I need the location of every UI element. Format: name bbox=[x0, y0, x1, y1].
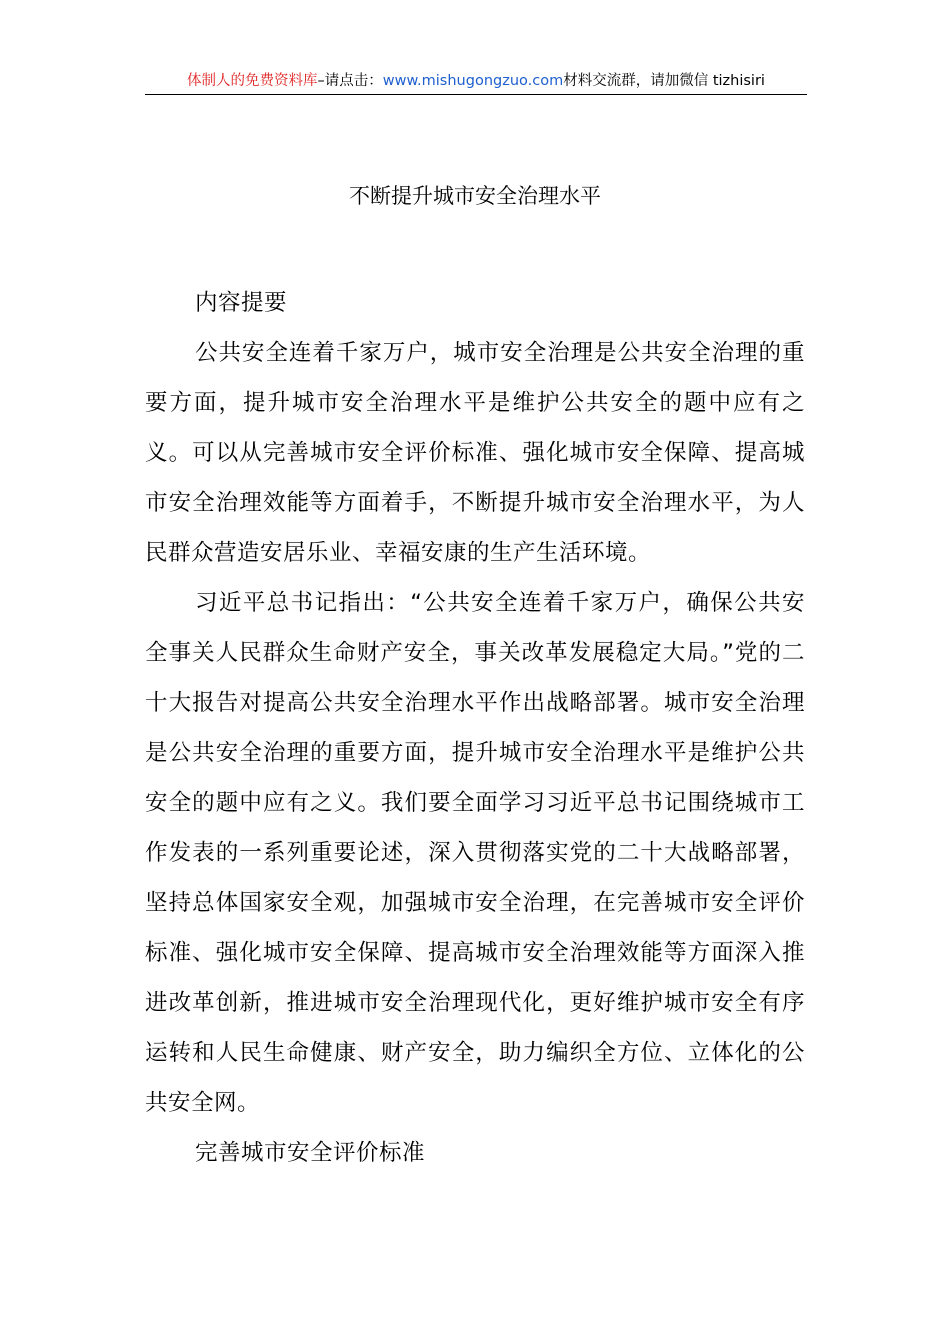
body-paragraph: 习近平总书记指出：“公共安全连着千家万户，确保公共安全事关人民群众生命财产安全，事关改革发展稳定大局。”党的二十大报告对提高公共安全治理水平作出战略部署。城市安全治理是公共安全治理的重要方面，提升城市安全治理水平是维护公共安全的题中应有之义。我们要全面学习习近平总书记围绕城市工作发表的一系列重要论述，深入贯彻落实党的二十大战略部署，坚持总体国家安全观，加强城市安全治理，在完善城市安全评价标准、强化城市安全保障、提高城市安全治理效能等方面深入推进改革创新，推进城市安全治理现代化，更好维护城市安全有序运转和人民生命健康、财产安全，助力编织全方位、立体化的公共安全网。 bbox=[145, 590, 805, 1116]
header-contact: 材料交流群，请加微信 tizhisiri bbox=[563, 73, 765, 89]
document-title: 不断提升城市安全治理水平 bbox=[349, 184, 601, 208]
section-heading-evaluation: 完善城市安全评价标准 bbox=[195, 1140, 426, 1166]
section-heading-summary: 内容提要 bbox=[195, 290, 288, 316]
header-prompt: –请点击： bbox=[317, 73, 383, 89]
summary-paragraph: 公共安全连着千家万户，城市安全治理是公共安全治理的重要方面，提升城市安全治理水平是维护公共安全的题中应有之义。可以从完善城市安全评价标准、强化城市安全保障、提高城市安全治理效能等方面着手，不断提升城市安全治理水平，为人民群众营造安居乐业、幸福安康的生产生活环境。 bbox=[145, 340, 805, 566]
page-header bbox=[145, 70, 807, 95]
document-body bbox=[145, 278, 805, 1178]
header-brand: 体制人的免费资料库 bbox=[187, 73, 318, 89]
header-url-link[interactable]: www.mishugongzuo.com bbox=[382, 73, 564, 89]
